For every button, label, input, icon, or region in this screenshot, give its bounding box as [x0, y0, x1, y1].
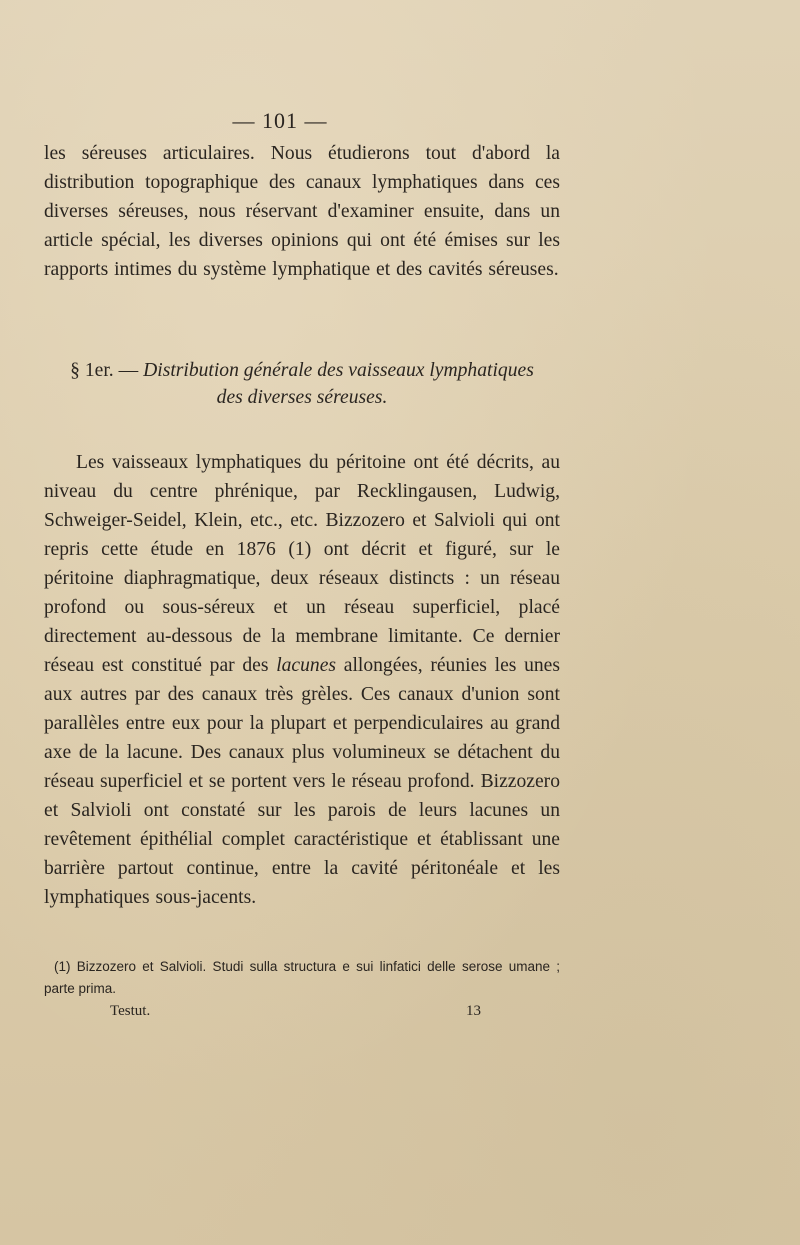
section-title-line-1: Distribution générale des vaisseaux lymphatiques	[143, 360, 534, 381]
paragraph-body-part-2: allongées, réunies les unes aux autres par des canaux très grèles. Ces canaux d'union sont parallèles entre eux pour la plupart et perpendiculaires au grand axe de la lacune. Des canaux plus volumineux se détachent du réseau superficiel et se portent vers le réseau profond. Bizzozero et Salvioli ont constaté sur les parois de leurs lacunes un revêtement épithélial complet caractéristique et établissant une barrière partout continue, entre la cavité péritonéale et les lymphatiques sous-jacents.	[44, 655, 561, 908]
paragraph-body-italic: lacunes	[276, 655, 337, 676]
page-number: — 101 —	[232, 108, 328, 133]
paragraph-body-part-1: Les vaisseaux lymphatiques du péritoine ont été décrits, au niveau du centre phrénique, par Recklingausen, Ludwig, Schweiger-Seidel, Klein, etc., etc. Bizzozero et Salvioli qui ont repris cette étude en 1876 (1) ont décrit et figuré, sur le péritoine diaphragmatique, deux réseaux distincts : un réseau profond ou sous-séreux et un réseau superficiel, placé directement au-dessous de la membrane limitante. Ce dernier réseau est constitué par des	[44, 452, 560, 676]
section-heading	[44, 357, 560, 411]
signature-number: 13	[466, 1003, 481, 1019]
footnote: (1) Bizzozero et Salvioli. Studi sulla structura e sui linfatici delle serose umane ; parte prima.	[44, 959, 560, 996]
section-title-line-2: des diverses séreuses.	[216, 387, 388, 408]
paragraph-intro: les séreuses articulaires. Nous étudierons tout d'abord la distribution topographique des canaux lymphatiques dans ces diverses séreuses, nous réservant d'examiner ensuite, dans un article spécial, les diverses opinions qui ont été émises sur les rapports intimes du système lymphatique et des cavités séreuses.	[44, 143, 560, 280]
section-heading-line-1	[44, 357, 560, 384]
paragraph-body	[44, 448, 560, 912]
section-mark: § 1er. —	[70, 360, 144, 381]
printer-signature: Testut.	[110, 1003, 151, 1019]
